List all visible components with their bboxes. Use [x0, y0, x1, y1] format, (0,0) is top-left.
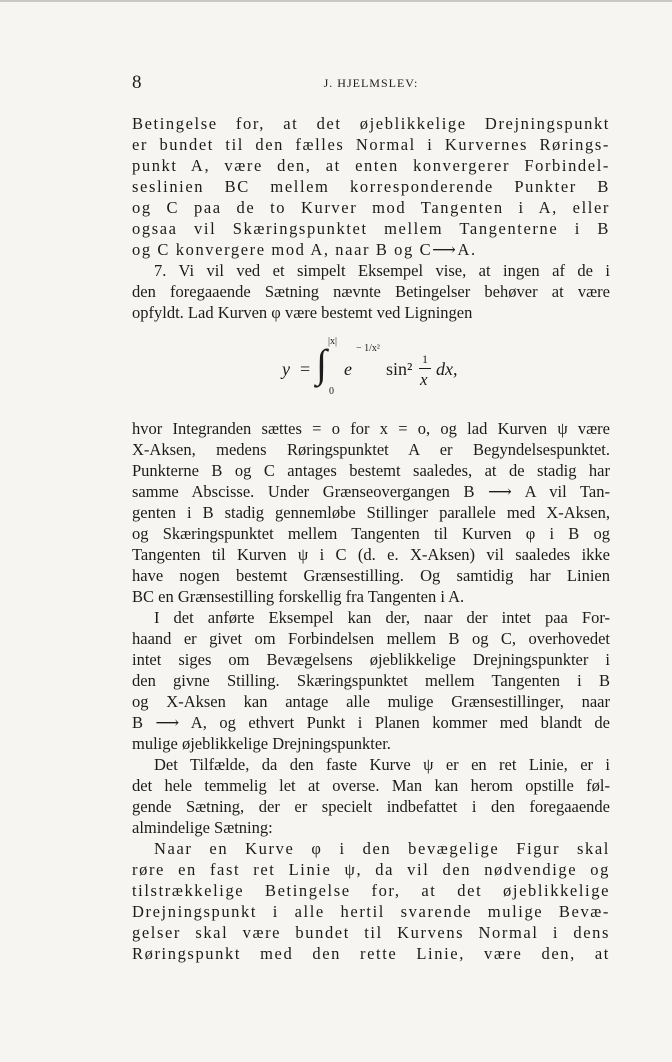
text-line: Tangenten til Kurven ψ i C (d. e. X-Aksen) vil saaledes ikke — [132, 545, 610, 564]
text-line: og X-Aksen kan antage alle mulige Grænsestillinger, naar — [132, 692, 610, 711]
top-edge-rule — [0, 0, 672, 2]
text-line: Røringspunkt med den rette Linie, være den, at — [132, 944, 610, 963]
formula-equals: = — [300, 359, 311, 379]
page-number: 8 — [132, 72, 142, 93]
text-line: Det Tilfælde, da den faste Kurve ψ er en ret Linie, er i — [154, 755, 610, 774]
text-line: er bundet til den fælles Normal i Kurvernes Rørings- — [132, 135, 610, 154]
formula-dx: dx, — [436, 359, 458, 379]
text-line: og C paa de to Kurver mod Tangenten i A, eller — [132, 198, 610, 217]
text-line: opfyldt. Lad Kurven φ være bestemt ved Ligningen — [132, 303, 473, 322]
integral-formula — [280, 336, 500, 400]
integral-sign: ∫ — [316, 341, 327, 386]
paragraph-6 — [132, 838, 610, 964]
integral-lower-limit: 0 — [329, 386, 334, 397]
text-line: samme Abscisse. Under Grænseovergangen B ⟶ A vil Tan- — [132, 482, 610, 501]
paragraph-3 — [132, 418, 610, 607]
text-line: B ⟶ A, og ethvert Punkt i Planen kommer med blandt de — [132, 713, 610, 732]
text-line: den givne Stilling. Skæringspunktet mellem Tangenten i B — [132, 671, 610, 690]
text-line: den foregaaende Sætning nævnte Betingelser behøver at være — [132, 282, 610, 301]
text-line: Drejningspunkt i alle hertil svarende mulige Bevæ- — [132, 902, 610, 921]
paragraph-1 — [132, 113, 610, 260]
paragraph-2 — [132, 260, 610, 323]
text-line: og Skæringspunktet mellem Tangenten til Kurven φ i B og — [132, 524, 610, 543]
text-line: tilstrækkelige Betingelse for, at det øjeblikkelige — [132, 881, 610, 900]
text-line: punkt A, være den, at enten konvergerer Forbindel- — [132, 156, 610, 175]
text-line: Betingelse for, at det øjeblikkelige Drejningspunkt — [132, 114, 610, 133]
page-header — [132, 72, 610, 96]
text-line: og C konvergere mod A, naar B og C⟶A. — [132, 240, 477, 259]
text-line: Naar en Kurve φ i den bevægelige Figur skal — [154, 839, 610, 858]
text-line: gelser skal være bundet til Kurvens Normal i dens — [132, 923, 610, 942]
formula-base-e: e — [344, 359, 352, 379]
text-line: BC en Grænsestilling forskellig fra Tangenten i A. — [132, 587, 465, 606]
fraction-numerator: 1 — [422, 352, 428, 366]
text-line: haand er givet om Forbindelsen mellem B og C, overhovedet — [132, 629, 610, 648]
text-line: intet siges om Bevægelsens øjeblikkelige Drejningspunkter i — [132, 650, 610, 669]
fraction-denominator: x — [420, 370, 428, 389]
formula-exponent: − 1/x² — [356, 343, 380, 354]
integral-upper-limit: |x| — [328, 336, 338, 347]
running-head: J. HJELMSLEV: — [323, 76, 419, 90]
text-line: ogsaa vil Skæringspunktet mellem Tangenterne i B — [132, 219, 610, 238]
text-line: hvor Integranden sættes = o for x = o, og lad Kurven ψ være — [132, 419, 610, 438]
text-line: 7. Vi vil ved et simpelt Eksempel vise, at ingen af de i — [154, 261, 610, 280]
formula-y: y — [282, 359, 290, 379]
text-line: genten i B stadig gennemløbe Stillinger parallele med X-Aksen, — [132, 503, 610, 522]
text-line: gende Sætning, der er specielt indbefattet i den foregaaende — [132, 797, 610, 816]
text-line: have nogen bestemt Grænsestilling. Og samtidig har Linien — [132, 566, 610, 585]
formula-sin: sin² — [386, 359, 413, 379]
text-line: seslinien BC mellem korresponderende Punkter B — [132, 177, 610, 196]
text-line: I det anførte Eksempel kan der, naar der intet paa For- — [154, 608, 610, 627]
text-line: X-Aksen, medens Røringspunktet A er Begyndelsespunktet. — [132, 440, 610, 459]
text-line: almindelige Sætning: — [132, 818, 273, 837]
text-line: det hele temmelig let at overse. Man kan herom opstille føl- — [132, 776, 610, 795]
fraction-bar — [419, 368, 431, 369]
text-line: mulige øjeblikkelige Drejningspunkter. — [132, 734, 391, 753]
text-line: røre en fast ret Linie ψ, da vil den nødvendige og — [132, 860, 610, 879]
text-line: Punkterne B og C antages bestemt saaledes, at de stadig har — [132, 461, 610, 480]
paragraph-4 — [132, 607, 610, 754]
paragraph-5 — [132, 754, 610, 838]
